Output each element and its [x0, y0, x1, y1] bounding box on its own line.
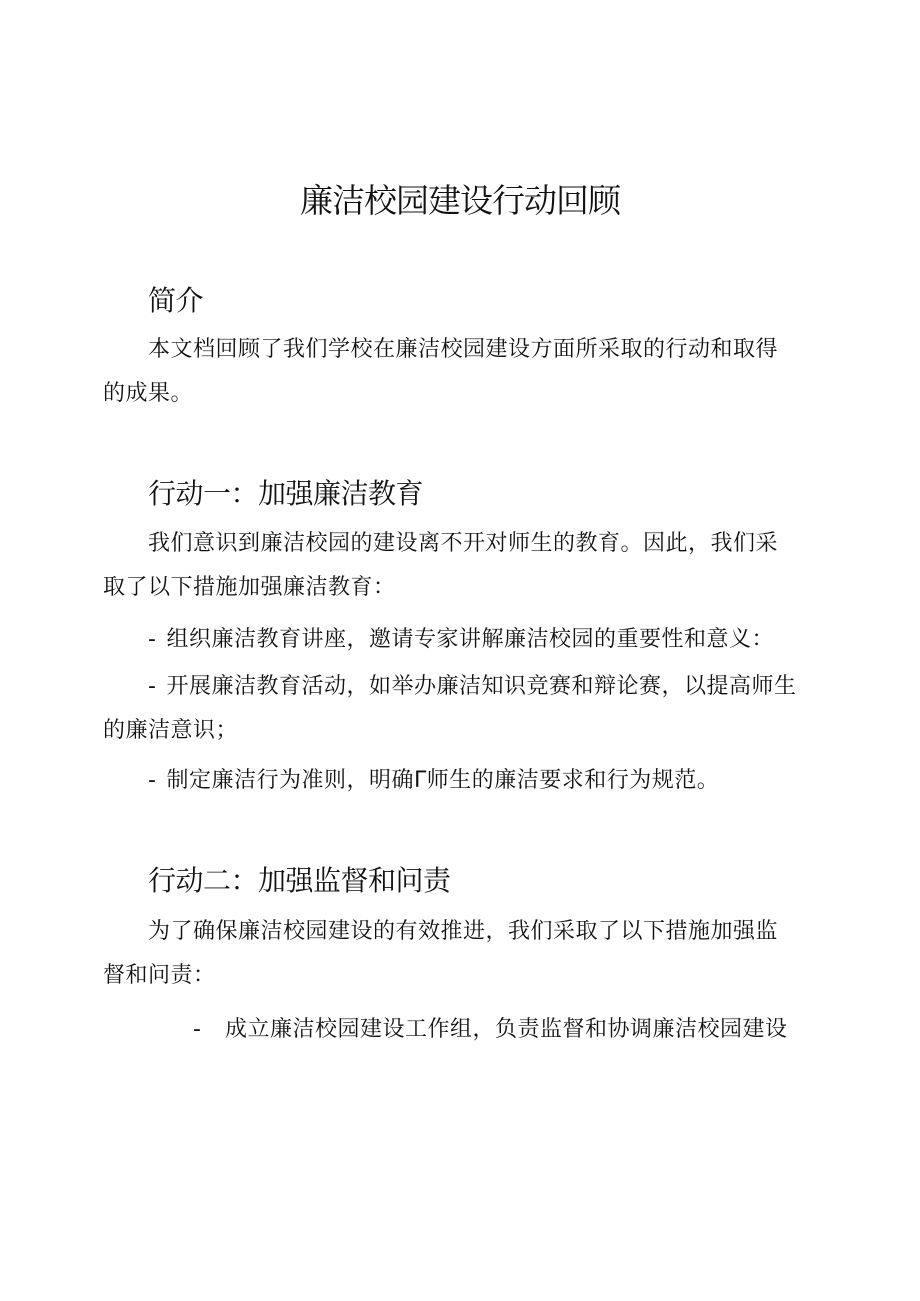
bullet-marker: -	[148, 768, 157, 793]
action1-bullet	[103, 665, 799, 753]
bullet-text: 组织廉洁教育讲座，邀请专家讲解廉洁校园的重要性和意义：	[166, 627, 774, 652]
action2-heading: 行动二：加强监督和问责	[148, 864, 451, 897]
action1-bullet	[103, 618, 799, 662]
action2-bullet	[103, 1008, 799, 1052]
bullet-text: 制定廉洁行为准则，明确Γ师生的廉洁要求和行为规范。	[166, 768, 720, 793]
action1-heading: 行动一：加强廉洁教育	[148, 477, 424, 510]
action1-bullet	[103, 759, 799, 803]
bullet-text: 开展廉洁教育活动，如举办廉洁知识竞赛和辩论赛，以提高师生的廉洁意识；	[103, 674, 797, 743]
bullet-marker: -	[148, 627, 157, 652]
bullet-text: 成立廉洁校园建设工作组，负责监督和协调廉洁校园建设	[225, 1017, 788, 1042]
intro-paragraph: 本文档回顾了我们学校在廉洁校园建设方面所采取的行动和取得的成果。	[103, 337, 779, 406]
action2-paragraph: 为了确保廉洁校园建设的有效推进，我们采取了以下措施加强监督和问责：	[103, 919, 779, 988]
action1-paragraph: 我们意识到廉洁校园的建设离不开对师生的教育。因此，我们采取了以下措施加强廉洁教育：	[103, 531, 779, 600]
bullet-marker: -	[148, 674, 157, 699]
intro-heading: 简介	[148, 284, 204, 317]
document-title: 廉洁校园建设行动回顾	[300, 181, 620, 220]
bullet-marker: -	[193, 1017, 202, 1042]
